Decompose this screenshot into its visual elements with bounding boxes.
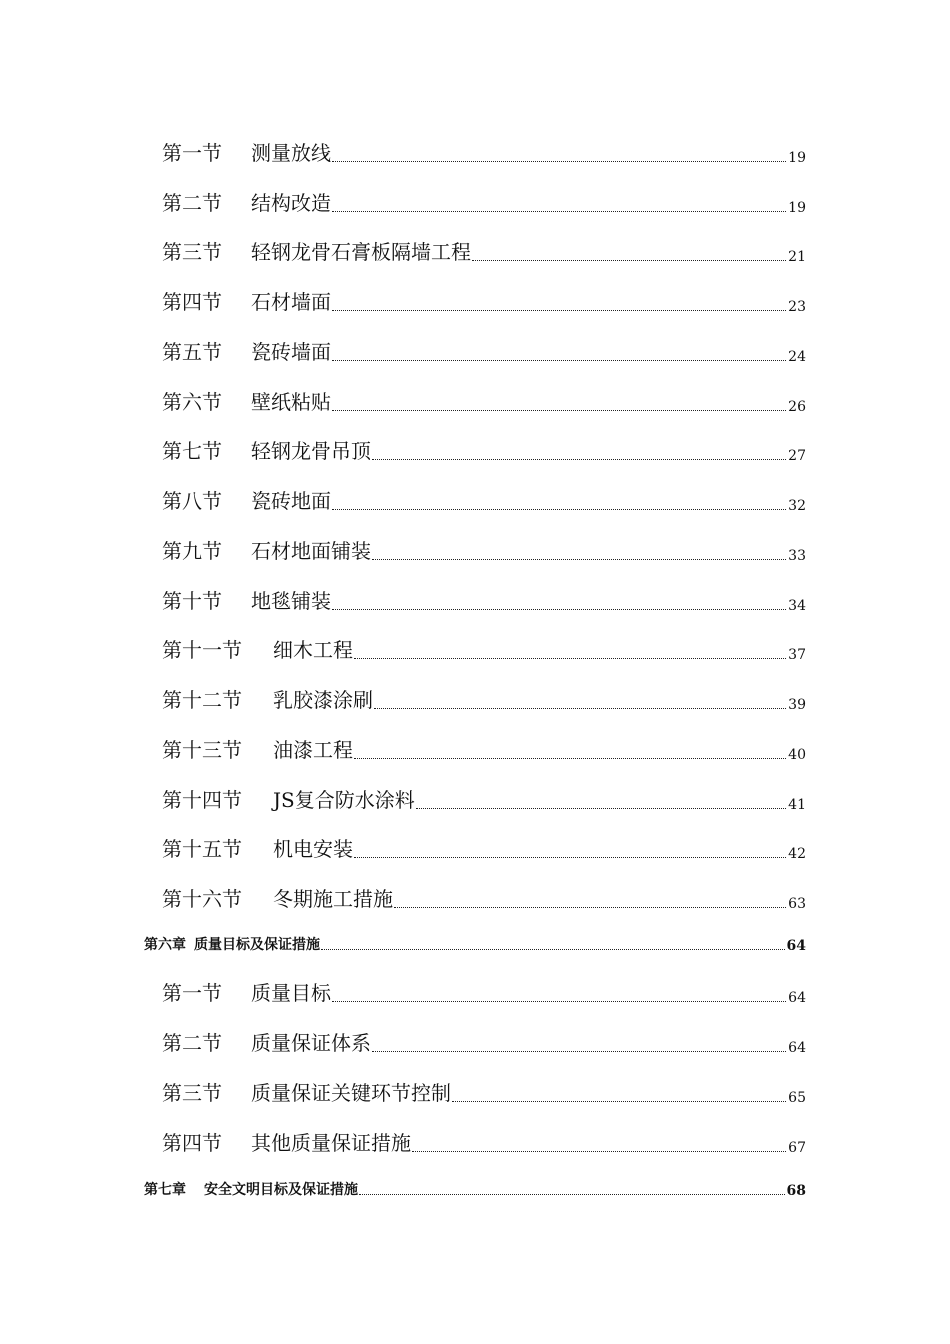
toc-entry-title: 轻钢龙骨吊顶	[251, 439, 371, 463]
toc-entry-title: 机电安装	[273, 837, 353, 861]
toc-entry-number: 第二节	[162, 1031, 222, 1055]
dot-leader	[374, 708, 786, 709]
dot-leader	[321, 949, 785, 950]
toc-entry[interactable]	[162, 1076, 806, 1106]
toc-entry[interactable]	[162, 882, 806, 912]
toc-entry-title: 油漆工程	[273, 738, 353, 762]
dot-leader	[332, 211, 786, 212]
toc-entry[interactable]	[162, 484, 806, 514]
toc-entry-page: 37	[788, 647, 806, 663]
dot-leader	[412, 1151, 786, 1152]
toc-entry-page: 65	[788, 1090, 806, 1106]
dot-leader	[372, 459, 786, 460]
toc-entry[interactable]	[162, 783, 806, 813]
toc-chapter-title: 安全文明目标及保证措施	[204, 1182, 358, 1198]
dot-leader	[332, 609, 786, 610]
dot-leader	[354, 758, 786, 759]
toc-entry[interactable]	[162, 434, 806, 464]
toc-chapter-entry[interactable]	[144, 1177, 806, 1199]
toc-entry-number: 第十六节	[162, 887, 242, 911]
toc-entry-number: 第十二节	[162, 688, 242, 712]
toc-chapter-page: 64	[786, 938, 806, 954]
toc-entry-page: 42	[788, 846, 806, 862]
toc-entry-number: 第十三节	[162, 738, 242, 762]
toc-entry-number: 第四节	[162, 290, 222, 314]
toc-entry-page: 23	[788, 299, 806, 315]
toc-entry[interactable]	[162, 235, 806, 265]
toc-entry[interactable]	[162, 136, 806, 166]
toc-chapter-page: 68	[786, 1183, 806, 1199]
toc-entry-title: 石材墙面	[251, 290, 331, 314]
toc-entry-page: 26	[788, 399, 806, 415]
toc-entry-page: 21	[788, 249, 806, 265]
toc-entry-number: 第三节	[162, 240, 222, 264]
toc-entry-title: 测量放线	[251, 141, 331, 165]
toc-entry-number: 第九节	[162, 539, 222, 563]
toc-entry-title: 轻钢龙骨石膏板隔墙工程	[251, 240, 471, 264]
toc-entry[interactable]	[162, 633, 806, 663]
toc-entry-title: 质量保证体系	[251, 1031, 371, 1055]
toc-entry[interactable]	[162, 1026, 806, 1056]
toc-chapter-entry[interactable]	[144, 932, 806, 954]
toc-chapter-number: 第六章	[144, 937, 186, 953]
toc-entry[interactable]	[162, 335, 806, 365]
toc-entry-title: 质量保证关键环节控制	[251, 1081, 451, 1105]
toc-entry-page: 19	[788, 150, 806, 166]
toc-entry-page: 67	[788, 1140, 806, 1156]
toc-entry-page: 19	[788, 200, 806, 216]
toc-entry[interactable]	[162, 385, 806, 415]
toc-entry-title: 细木工程	[273, 638, 353, 662]
toc-entry-number: 第四节	[162, 1131, 222, 1155]
toc-entry[interactable]	[162, 832, 806, 862]
toc-entry-title: 质量目标	[251, 981, 331, 1005]
toc-entry[interactable]	[162, 976, 806, 1006]
dot-leader	[332, 161, 786, 162]
toc-chapter-number: 第七章	[144, 1182, 186, 1198]
toc-entry-title: 乳胶漆涂刷	[273, 688, 373, 712]
dot-leader	[472, 260, 786, 261]
toc-entry-number: 第二节	[162, 191, 222, 215]
toc-entry[interactable]	[162, 285, 806, 315]
toc-entry-page: 24	[788, 349, 806, 365]
toc-entry-number: 第六节	[162, 390, 222, 414]
dot-leader	[359, 1194, 785, 1195]
toc-entry-title: 结构改造	[251, 191, 331, 215]
toc-entry-page: 33	[788, 548, 806, 564]
toc-entry-page: 64	[788, 1040, 806, 1056]
toc-entry-number: 第一节	[162, 981, 222, 1005]
toc-entry-page: 32	[788, 498, 806, 514]
toc-entry-title: JS复合防水涂料	[273, 788, 415, 812]
dot-leader	[372, 559, 786, 560]
toc-entry-number: 第三节	[162, 1081, 222, 1105]
dot-leader	[372, 1051, 786, 1052]
toc-entry-page: 41	[788, 797, 806, 813]
toc-entry-title: 其他质量保证措施	[251, 1131, 411, 1155]
dot-leader	[452, 1101, 786, 1102]
dot-leader	[332, 1001, 786, 1002]
dot-leader	[416, 808, 786, 809]
toc-entry-title: 冬期施工措施	[273, 887, 393, 911]
toc-entry-number: 第十五节	[162, 837, 242, 861]
dot-leader	[332, 360, 786, 361]
toc-entry-page: 27	[788, 448, 806, 464]
toc-entry-number: 第五节	[162, 340, 222, 364]
toc-entry-title: 瓷砖地面	[251, 489, 331, 513]
toc-entry-page: 64	[788, 990, 806, 1006]
toc-entry-title: 石材地面铺装	[251, 539, 371, 563]
toc-entry-number: 第七节	[162, 439, 222, 463]
toc-entry-number: 第十一节	[162, 638, 242, 662]
dot-leader	[332, 410, 786, 411]
toc-entry-page: 40	[788, 747, 806, 763]
dot-leader	[354, 658, 786, 659]
toc-entry[interactable]	[162, 683, 806, 713]
toc-entry-number: 第一节	[162, 141, 222, 165]
toc-entry[interactable]	[162, 733, 806, 763]
dot-leader	[394, 907, 786, 908]
toc-entry-page: 63	[788, 896, 806, 912]
toc-entry[interactable]	[162, 584, 806, 614]
dot-leader	[332, 310, 786, 311]
toc-entry[interactable]	[162, 186, 806, 216]
toc-entry-number: 第十节	[162, 589, 222, 613]
toc-entry-title: 瓷砖墙面	[251, 340, 331, 364]
toc-entry-number: 第八节	[162, 489, 222, 513]
toc-entry-number: 第十四节	[162, 788, 242, 812]
dot-leader	[332, 509, 786, 510]
dot-leader	[354, 857, 786, 858]
toc-entry-title: 壁纸粘贴	[251, 390, 331, 414]
toc-entry-page: 39	[788, 697, 806, 713]
toc-chapter-title: 质量目标及保证措施	[194, 937, 320, 953]
toc-entry-title: 地毯铺装	[251, 589, 331, 613]
toc-entry[interactable]	[162, 1126, 806, 1156]
toc-entry[interactable]	[162, 534, 806, 564]
toc-entry-page: 34	[788, 598, 806, 614]
